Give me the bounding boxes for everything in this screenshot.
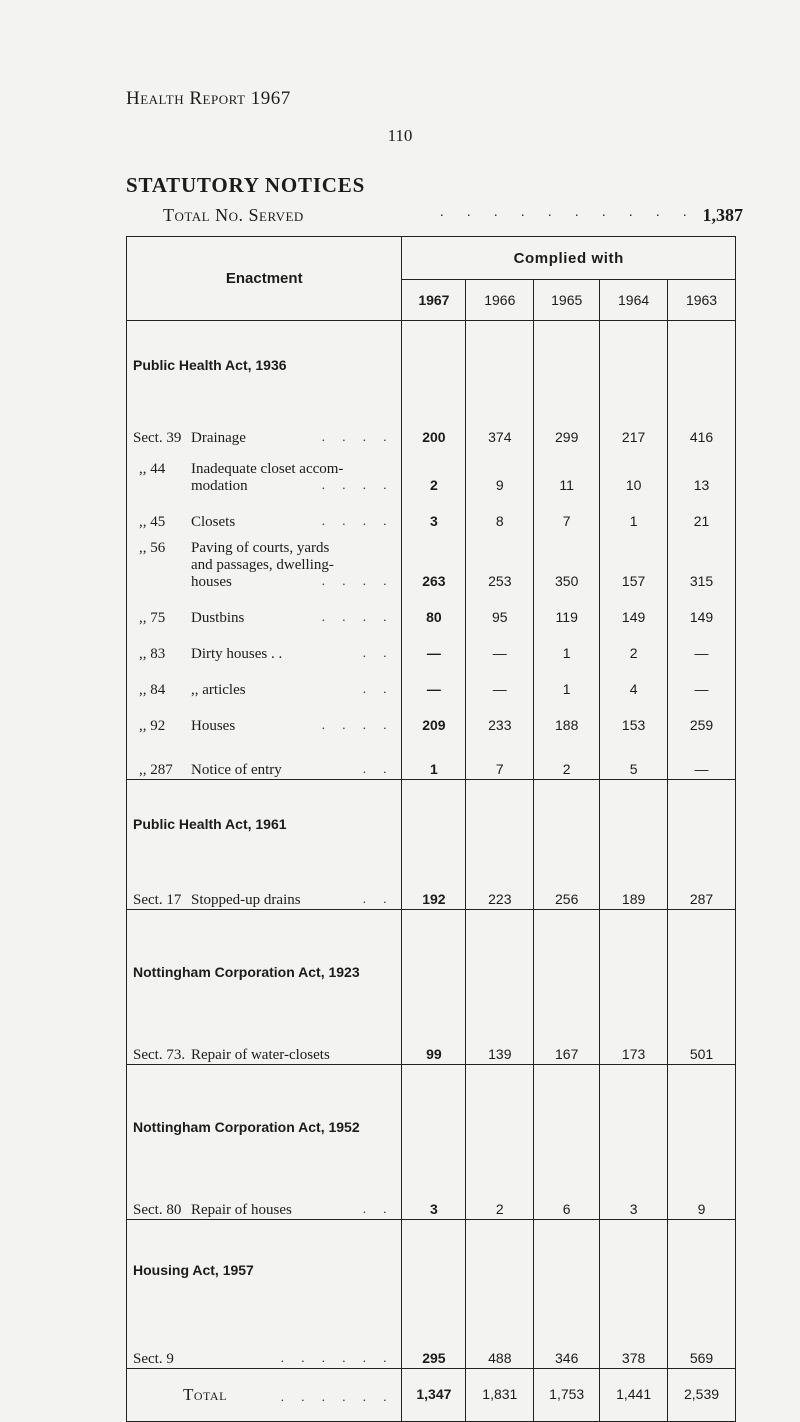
value-cell: 3 <box>402 1137 466 1220</box>
table-row <box>127 531 736 591</box>
table-row <box>127 982 736 1065</box>
section-description: Repair of water-closets <box>191 1047 330 1063</box>
dot-leader: . . <box>362 681 394 696</box>
value-cell: 295 <box>402 1280 466 1369</box>
page-number: 110 <box>387 126 413 145</box>
enactment-cell <box>127 982 402 1065</box>
running-header: Health Report 1967 <box>126 88 291 109</box>
group-heading-row <box>127 780 736 835</box>
dot-leader: . . . . <box>321 513 394 528</box>
section-description: Houses <box>191 718 236 734</box>
group-heading: Nottingham Corporation Act, 1923 <box>133 964 360 980</box>
section-ref: Sect. 73. <box>133 1047 186 1063</box>
empty-cell <box>466 1220 534 1281</box>
table-row <box>127 627 736 663</box>
value-cell: — <box>402 663 466 699</box>
empty-cell <box>534 321 600 376</box>
group-heading-row <box>127 321 736 376</box>
section-ref: ,, 92 <box>139 718 166 734</box>
group-heading: Public Health Act, 1936 <box>133 357 287 373</box>
value-cell: 569 <box>668 1280 736 1369</box>
value-cell: 350 <box>534 531 600 591</box>
enactment-cell <box>127 834 402 910</box>
table-row <box>127 591 736 627</box>
section-ref: ,, 56 <box>139 540 166 556</box>
empty-cell <box>600 1065 668 1138</box>
section-description: Notice of entry <box>191 762 282 778</box>
dot-leader: . . . . <box>321 477 394 492</box>
value-cell: 256 <box>534 834 600 910</box>
empty-cell <box>402 1220 466 1281</box>
value-cell: 119 <box>534 591 600 627</box>
section-description: Stopped-up drains <box>191 892 301 908</box>
table-row <box>127 1280 736 1369</box>
value-cell: 3 <box>600 1137 668 1220</box>
value-cell: 11 <box>534 447 600 495</box>
value-cell: 5 <box>600 735 668 780</box>
table-row <box>127 699 736 735</box>
section-ref: ,, 287 <box>139 762 173 778</box>
dot-leader: . . . . <box>321 609 394 624</box>
enactment-cell <box>127 735 402 780</box>
total-value: 1,753 <box>534 1369 600 1422</box>
table-row <box>127 834 736 910</box>
value-cell: 99 <box>402 982 466 1065</box>
empty-cell <box>534 1220 600 1281</box>
year-header: 1963 <box>668 280 736 321</box>
value-cell: 209 <box>402 699 466 735</box>
total-value: 1,347 <box>402 1369 466 1422</box>
empty-cell <box>600 321 668 376</box>
section-description: ,, articles <box>191 682 246 698</box>
empty-cell <box>668 910 736 983</box>
group-heading-row <box>127 1220 736 1281</box>
total-leader: . . . . . . <box>280 1389 394 1404</box>
empty-cell <box>466 1065 534 1138</box>
section-description: Drainage <box>191 430 246 446</box>
group-heading: Public Health Act, 1961 <box>133 816 287 832</box>
enactment-cell <box>127 1280 402 1369</box>
empty-cell <box>668 1065 736 1138</box>
section-ref: Sect. 17 <box>133 892 182 908</box>
group-heading: Housing Act, 1957 <box>133 1262 254 1278</box>
value-cell: 13 <box>668 447 736 495</box>
group-heading-row <box>127 1065 736 1138</box>
section-description: Inadequate closet accom-modation <box>191 461 344 494</box>
value-cell: 4 <box>600 663 668 699</box>
enactment-header: Enactment <box>127 237 402 321</box>
total-value: 1,441 <box>600 1369 668 1422</box>
enactment-cell <box>127 495 402 531</box>
empty-cell <box>534 910 600 983</box>
value-cell: 21 <box>668 495 736 531</box>
empty-cell <box>466 321 534 376</box>
empty-cell <box>402 321 466 376</box>
empty-cell <box>534 1065 600 1138</box>
enactment-cell <box>127 663 402 699</box>
dot-leader: . . . . <box>321 429 394 444</box>
section-ref: ,, 75 <box>139 610 166 626</box>
value-cell: 217 <box>600 375 668 447</box>
group-heading-cell <box>127 910 402 983</box>
enactment-cell <box>127 447 402 495</box>
section-ref: ,, 44 <box>139 461 166 477</box>
table-row <box>127 447 736 495</box>
table-row <box>127 1137 736 1220</box>
dot-leader: . . <box>362 891 394 906</box>
value-cell: 157 <box>600 531 668 591</box>
enactment-cell <box>127 627 402 663</box>
value-cell: 253 <box>466 531 534 591</box>
value-cell: 95 <box>466 591 534 627</box>
value-cell: — <box>668 735 736 780</box>
empty-cell <box>466 910 534 983</box>
value-cell: 1 <box>534 627 600 663</box>
value-cell: 10 <box>600 447 668 495</box>
section-description: Closets <box>191 514 236 530</box>
enactment-cell <box>127 531 402 591</box>
page-title: STATUTORY NOTICES <box>126 173 366 197</box>
empty-cell <box>668 321 736 376</box>
dot-leader: . . <box>362 645 394 660</box>
value-cell: 287 <box>668 834 736 910</box>
value-cell: 6 <box>534 1137 600 1220</box>
empty-cell <box>668 780 736 835</box>
year-header: 1966 <box>466 280 534 321</box>
value-cell: — <box>466 663 534 699</box>
value-cell: 167 <box>534 982 600 1065</box>
empty-cell <box>668 1220 736 1281</box>
value-cell: — <box>402 627 466 663</box>
value-cell: 3 <box>402 495 466 531</box>
table-row <box>127 735 736 780</box>
value-cell: 346 <box>534 1280 600 1369</box>
value-cell: — <box>668 663 736 699</box>
value-cell: 501 <box>668 982 736 1065</box>
value-cell: 488 <box>466 1280 534 1369</box>
value-cell: 149 <box>600 591 668 627</box>
enactment-cell <box>127 375 402 447</box>
dot-leader: . . . . <box>321 717 394 732</box>
section-description: Dirty houses . . <box>191 646 283 662</box>
value-cell: 416 <box>668 375 736 447</box>
dot-leader: . . . . <box>321 573 394 588</box>
value-cell: 9 <box>668 1137 736 1220</box>
total-value: 2,539 <box>668 1369 736 1422</box>
empty-cell <box>402 910 466 983</box>
empty-cell <box>402 1065 466 1138</box>
year-header: 1965 <box>534 280 600 321</box>
group-heading: Nottingham Corporation Act, 1952 <box>133 1119 360 1135</box>
year-header: 1967 <box>402 280 466 321</box>
value-cell: 7 <box>534 495 600 531</box>
empty-cell <box>600 1220 668 1281</box>
total-label: Total <box>183 1385 227 1404</box>
dot-leader: . . . . . . <box>280 1350 394 1365</box>
section-ref: ,, 83 <box>139 646 166 662</box>
year-header: 1964 <box>600 280 668 321</box>
empty-cell <box>534 780 600 835</box>
total-value: 1,831 <box>466 1369 534 1422</box>
total-served-label: Total No. Served <box>163 205 304 225</box>
value-cell: 223 <box>466 834 534 910</box>
empty-cell <box>600 780 668 835</box>
value-cell: 233 <box>466 699 534 735</box>
group-heading-row <box>127 910 736 983</box>
value-cell: 259 <box>668 699 736 735</box>
group-heading-cell <box>127 1220 402 1281</box>
value-cell: 8 <box>466 495 534 531</box>
section-ref: ,, 84 <box>139 682 166 698</box>
value-cell: 1 <box>402 735 466 780</box>
empty-cell <box>466 780 534 835</box>
total-served-line <box>163 205 743 226</box>
value-cell: 189 <box>600 834 668 910</box>
section-description: Repair of houses <box>191 1202 292 1218</box>
value-cell: — <box>466 627 534 663</box>
section-ref: Sect. 9 <box>133 1351 174 1367</box>
value-cell: 149 <box>668 591 736 627</box>
table-row <box>127 375 736 447</box>
value-cell: 188 <box>534 699 600 735</box>
total-cell <box>127 1369 402 1422</box>
enactment-cell <box>127 1137 402 1220</box>
value-cell: 1 <box>534 663 600 699</box>
group-heading-cell <box>127 321 402 376</box>
group-heading-cell <box>127 780 402 835</box>
table-row <box>127 495 736 531</box>
value-cell: 299 <box>534 375 600 447</box>
total-served-value: 1,387 <box>702 205 743 225</box>
value-cell: 153 <box>600 699 668 735</box>
value-cell: 378 <box>600 1280 668 1369</box>
enactment-cell <box>127 591 402 627</box>
enactment-cell <box>127 699 402 735</box>
value-cell: — <box>668 627 736 663</box>
section-ref: Sect. 80 <box>133 1202 182 1218</box>
complied-with-header: Complied with <box>402 237 736 280</box>
section-description: Paving of courts, yards and passages, dwelling-houses <box>191 540 334 590</box>
value-cell: 7 <box>466 735 534 780</box>
value-cell: 315 <box>668 531 736 591</box>
total-served-leader: . . . . . . . . . . <box>440 205 697 220</box>
value-cell: 2 <box>466 1137 534 1220</box>
value-cell: 80 <box>402 591 466 627</box>
value-cell: 139 <box>466 982 534 1065</box>
section-ref: ,, 45 <box>139 514 166 530</box>
value-cell: 263 <box>402 531 466 591</box>
value-cell: 1 <box>600 495 668 531</box>
notices-table <box>126 236 736 1422</box>
empty-cell <box>600 910 668 983</box>
dot-leader: . . <box>362 761 394 776</box>
value-cell: 9 <box>466 447 534 495</box>
value-cell: 2 <box>600 627 668 663</box>
total-row <box>127 1369 736 1422</box>
section-description: Dustbins <box>191 610 245 626</box>
value-cell: 374 <box>466 375 534 447</box>
section-ref: Sect. 39 <box>133 430 182 446</box>
value-cell: 2 <box>534 735 600 780</box>
table-row <box>127 663 736 699</box>
empty-cell <box>402 780 466 835</box>
value-cell: 2 <box>402 447 466 495</box>
group-heading-cell <box>127 1065 402 1138</box>
value-cell: 200 <box>402 375 466 447</box>
value-cell: 192 <box>402 834 466 910</box>
dot-leader: . . <box>362 1201 394 1216</box>
value-cell: 173 <box>600 982 668 1065</box>
